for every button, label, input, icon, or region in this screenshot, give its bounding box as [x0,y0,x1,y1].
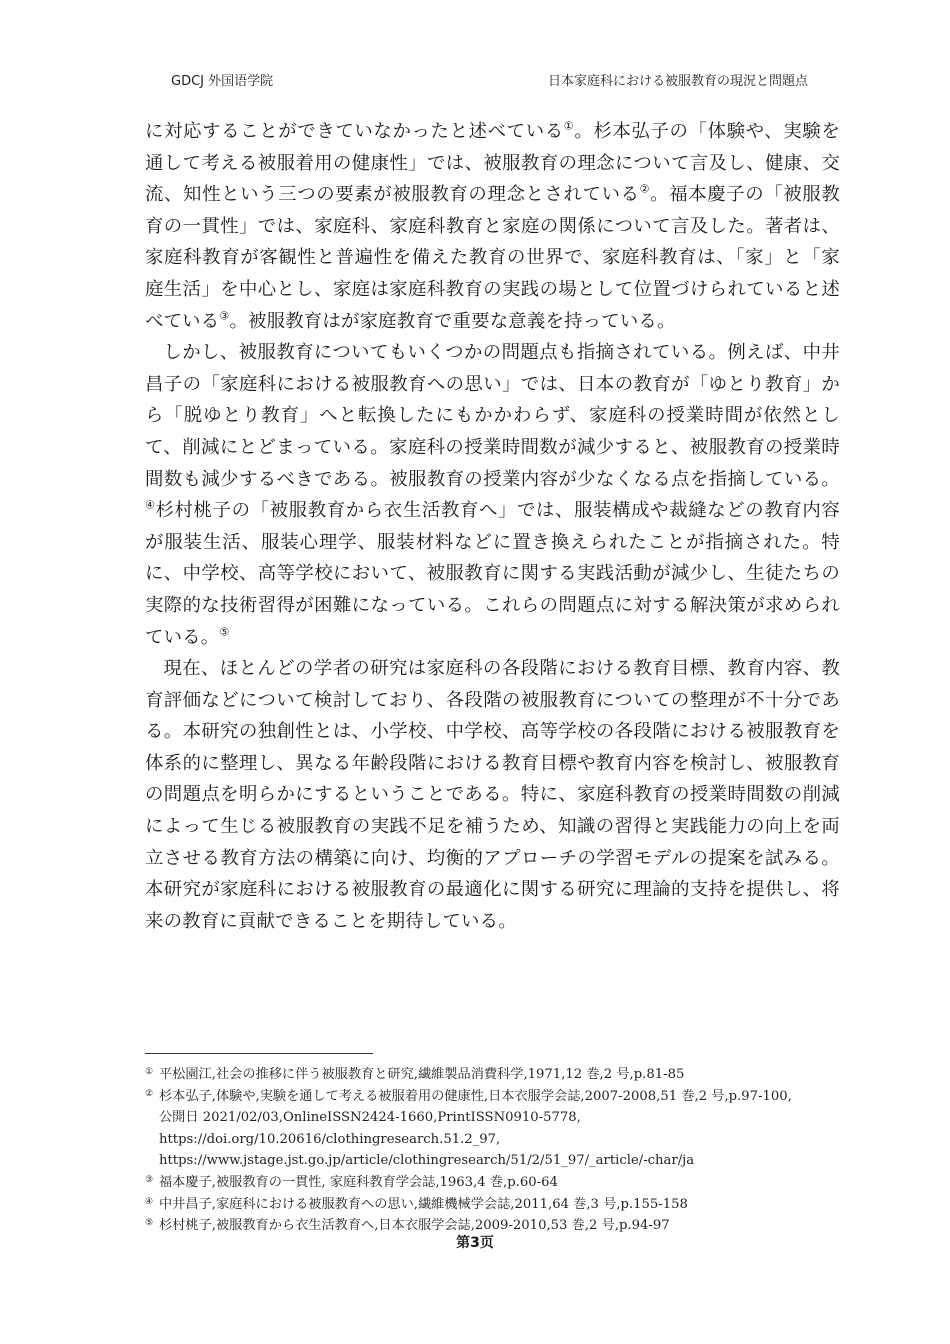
paragraph-3: 現在、ほとんどの学者の研究は家庭科の各段階における教育目標、教育内容、教育評価などについて検討しており、各段階の被服教育についての整理が不十分である。本研究の独創性とは、小学校、中学校、高等学校の各段階における被服教育を体系的に整理し、異なる年齢段階における教育目標や教育内容を検討し、被服教育の問題点を明らかにするということである。特に、家庭科教育の授業時間数の削減によって生じる被服教育の実践不足を補うため、知識の習得と実践能力の向上を両立させる教育方法の構築に向け、均衡的アプローチの学習モデルの提案を試みる。本研究が家庭科における被服教育の最適化に関する研究に理論的支持を提供し、将来の教育に貢献できることを期待している。 [145,658,840,932]
footnote-ref-4[interactable]: ④ [145,498,156,512]
paragraph-text: 。被服教育はが家庭教育で重要な意義を持っている。 [229,310,676,332]
footnote-text: 福本慶子,被服教育の一貫性, 家庭科教育学会誌,1963,4 巻,p.60-64 [159,1174,558,1190]
footnote-ref-2[interactable]: ② [639,182,651,196]
page-number: 第3页 [456,1235,494,1251]
paragraph-text: 杉村桃子の「被服教育から衣生活教育へ」では、服装構成や裁縫などの教育内容が服装生活、服装心理学、服装材料などに置き換えられたことが指摘された。特に、中学校、高等学校において、被服教育に関する実践活動が減少し、生徒たちの実際的な技術習得が困難になっている。これらの問題点に対する解決策が求められている。 [145,500,841,648]
footnotes [145,1064,845,1237]
paragraph-text: 。杉本弘子の「体験や、実験を通して考える被服着用の健康性」では、被服教育の理念について言及し、健康、交流、知性という三つの要素が被服教育の理念とされている [145,121,841,206]
footnote-link[interactable]: https://www.jstage.jst.go.jp/article/clothingresearch/51/2/51_97/_article/-char/ja [159,1153,695,1169]
footnote-mark: ① [145,1067,154,1077]
footnote-ref-5[interactable]: ⑤ [219,624,230,638]
header-institution: GDCJ 外国语学院 [171,74,274,89]
paragraph-1 [145,116,840,337]
footnote-text: 杉本弘子,体験や,実験を通して考える被服着用の健康性,日本衣服学会誌,2007-2008,51 巻,2 号,p.97-100, [159,1088,792,1104]
footnote-ref-3[interactable]: ③ [219,308,230,322]
footnote-text: 平松園江,社会の推移に伴う被服教育と研究,繊維製品消費科学,1971,12 巻,2 号,p.81-85 [159,1067,685,1082]
header-paper-title: 日本家庭科における被服教育の現況と問題点 [547,74,808,89]
footnote-mark: ④ [145,1196,154,1207]
footnote-1 [145,1064,845,1086]
footnote-3 [145,1172,845,1194]
footnote-mark: ③ [145,1174,154,1185]
footnote-4 [145,1194,845,1216]
footnote-mark: ⑤ [145,1218,154,1229]
footnote-ref-1[interactable]: ① [563,119,575,133]
paragraph-text: しかし、被服教育についてもいくつかの問題点も指摘されている。例えば、中井昌子の「家庭科における被服教育への思い」では、日本の教育が「ゆとり教育」から「脱ゆとり教育」へと転換したにもかかわらず、家庭科の授業時間が依然として、削減にとどまっている。家庭科の授業時間数が減少すると、被服教育の授業時間数も減少するべきである。被服教育の授業内容が少なくなる点を指摘している。 [145,342,840,490]
paragraph-text: 。福本慶子の「被服教育の一貫性」では、家庭科、家庭科教育と家庭の関係について言及した。著者は、家庭科教育が客観性と普遍性を備えた教育の世界で、家庭科教育は、「家」と「家庭生活」を中心とし、家庭は家庭科教育の実践の場として位置づけられていると述べている [145,184,840,332]
footnote-divider [145,1053,373,1054]
page-header [171,70,808,92]
footnote-text: 中井昌子,家庭科における被服教育への思い,繊維機械学会誌,2011,64 巻,3 号,p.155-158 [159,1196,688,1212]
footnote-mark: ② [145,1088,154,1099]
main-body [145,116,840,937]
footnote-text: 杉村桃子,被服教育から衣生活教育へ,日本衣服学会誌,2009-2010,53 巻,2 号,p.94-97 [159,1218,670,1234]
paragraph-2 [145,337,840,653]
footnote-text: 公開日 2021/02/03,OnlineISSN2424-1660,PrintISSN0910-5778, [159,1110,581,1126]
footnote-link[interactable]: https://doi.org/10.20616/clothingresearch.51.2_97, [159,1131,501,1147]
paragraph-text: に対応することができていなかったと述べている [145,121,564,142]
footnote-2 [145,1086,845,1172]
